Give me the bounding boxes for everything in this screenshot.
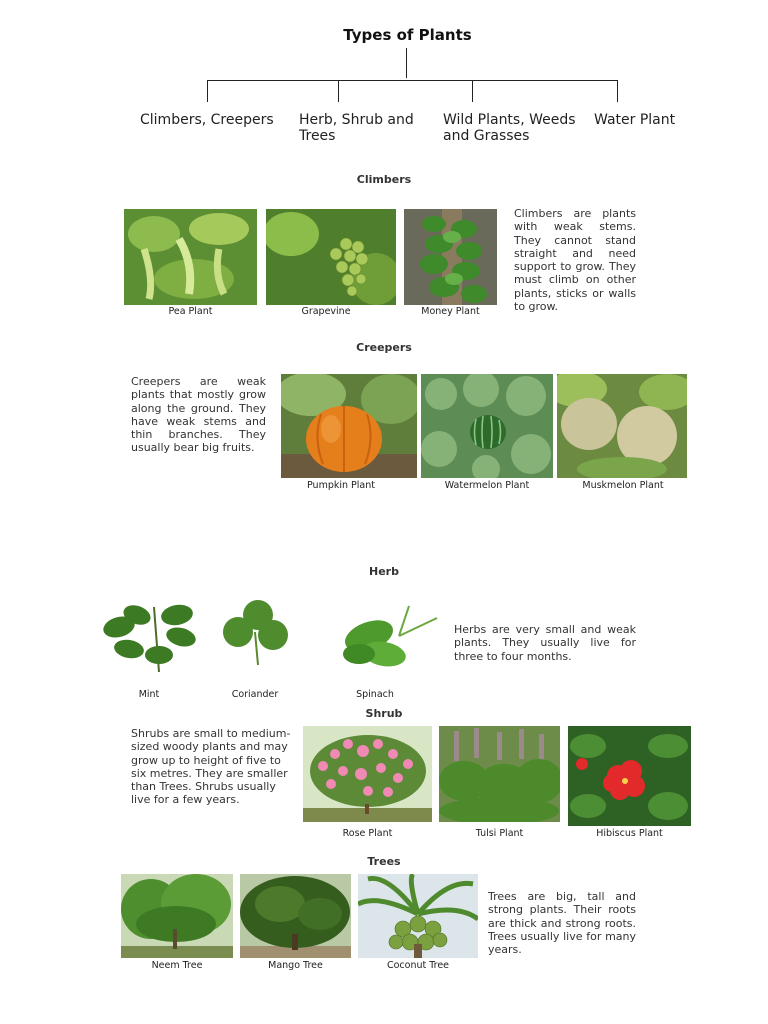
mint-photo (99, 597, 199, 675)
tree-bar (207, 80, 618, 81)
tree-branch-3 (472, 80, 473, 102)
trees-heading: Trees (367, 855, 401, 868)
tree-branch-2 (338, 80, 339, 102)
creepers-description: Creepers are weak plants that mostly grow along the ground. They have weak stems and thin branches. They usually bear big fruits. (131, 375, 266, 455)
mint-caption: Mint (138, 689, 160, 700)
money-plant-photo (404, 209, 497, 305)
coconut-tree-photo (358, 874, 478, 958)
category-climbers-creepers: Climbers, Creepers (140, 112, 274, 128)
tree-branch-1 (207, 80, 208, 102)
rose-plant-photo (303, 726, 432, 822)
hibiscus-plant-photo (568, 726, 691, 826)
grapevine-caption: Grapevine (301, 306, 351, 317)
money-plant-caption: Money Plant (421, 306, 480, 317)
pea-plant-caption: Pea Plant (168, 306, 213, 317)
pumpkin-caption: Pumpkin Plant (307, 480, 375, 491)
tree-branch-4 (617, 80, 618, 102)
coriander-caption: Coriander (231, 689, 279, 700)
tree-stem (406, 48, 407, 78)
hibiscus-plant-caption: Hibiscus Plant (596, 828, 663, 839)
pumpkin-photo (281, 374, 417, 478)
herb-description: Herbs are very small and weak plants. They usually live for three to four months. (454, 623, 636, 663)
grapevine-photo (266, 209, 396, 305)
spinach-photo (339, 596, 439, 671)
coconut-tree-caption: Coconut Tree (386, 960, 450, 971)
neem-tree-photo (121, 874, 233, 958)
pea-plant-photo (124, 209, 257, 305)
mango-tree-photo (240, 874, 351, 958)
muskmelon-photo (557, 374, 687, 478)
category-wild-plants: Wild Plants, Weeds and Grasses (443, 112, 576, 144)
mango-tree-caption: Mango Tree (268, 960, 323, 971)
muskmelon-caption: Muskmelon Plant (582, 480, 664, 491)
neem-tree-caption: Neem Tree (151, 960, 203, 971)
watermelon-caption: Watermelon Plant (444, 480, 530, 491)
category-herb-shrub-trees: Herb, Shrub and Trees (299, 112, 414, 144)
climbers-heading: Climbers (356, 173, 412, 186)
tulsi-plant-photo (439, 726, 560, 822)
herb-heading: Herb (369, 565, 399, 578)
spinach-caption: Spinach (356, 689, 394, 700)
shrub-description: Shrubs are small to medium-sized woody plants and may grow up to height of five to six metres. They are smaller than Trees. Shrubs usually live for a few years. (131, 727, 291, 807)
climbers-description: Climbers are plants with weak stems. They cannot stand straight and need support to grow. They must climb on other plants, sticks or walls to grow. (514, 207, 636, 314)
trees-description: Trees are big, tall and strong plants. Their roots are thick and strong roots. Trees usually live for many years. (488, 890, 636, 957)
category-water-plant: Water Plant (594, 112, 676, 128)
watermelon-photo (421, 374, 553, 478)
creepers-heading: Creepers (356, 341, 412, 354)
coriander-photo (213, 597, 298, 667)
shrub-heading: Shrub (365, 707, 403, 720)
rose-plant-caption: Rose Plant (342, 828, 393, 839)
page-title: Types of Plants (343, 26, 472, 44)
tulsi-plant-caption: Tulsi Plant (475, 828, 524, 839)
